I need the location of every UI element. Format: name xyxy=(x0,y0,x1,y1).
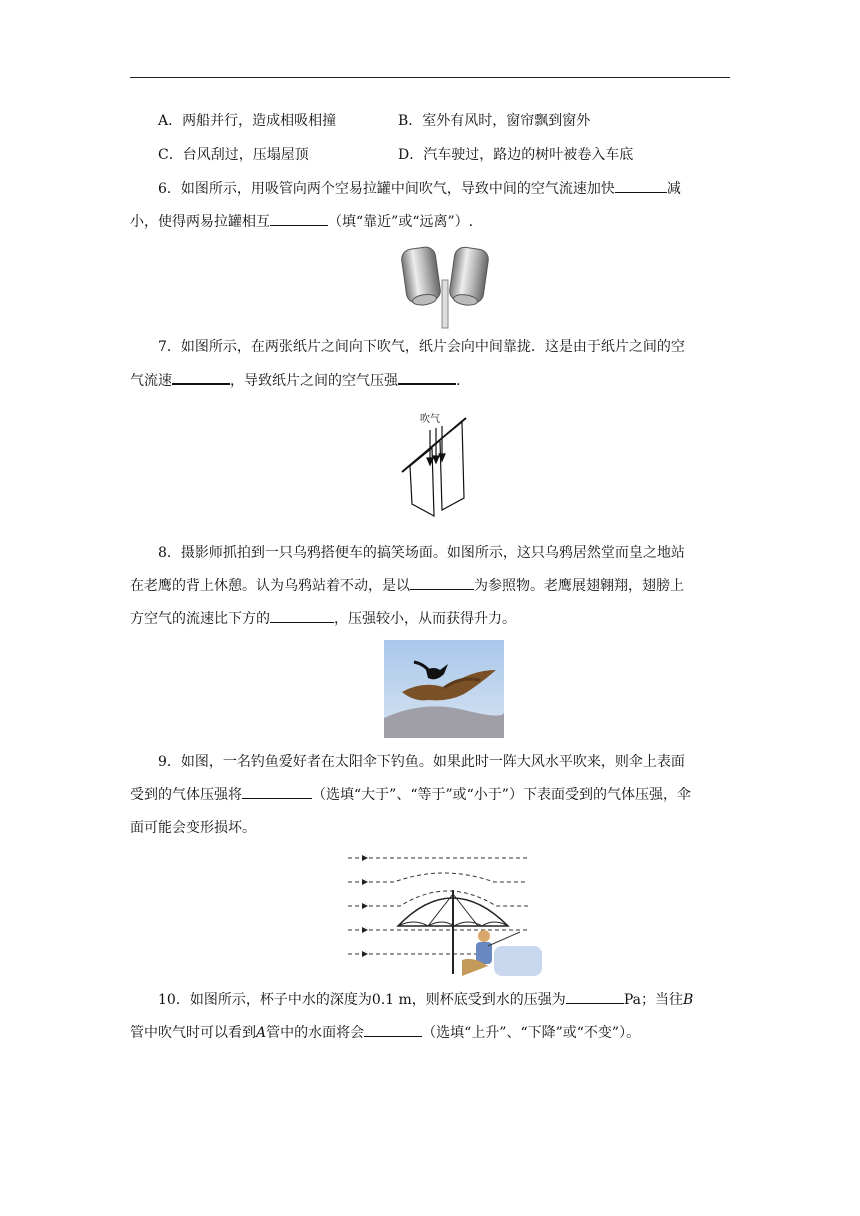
q6-text-1a: 6．如图所示，用吸管向两个空易拉罐中间吹气，导致中间的空气流速加快 xyxy=(158,181,615,197)
wind-arrowheads xyxy=(362,855,368,957)
q9-line-2 xyxy=(130,784,730,806)
q5-option-b: B．室外有风时，窗帘飘到窗外 xyxy=(398,113,591,129)
q7-text-2b: ，导致纸片之间的空气压强 xyxy=(230,373,398,389)
q10-var-a: A xyxy=(256,1025,267,1041)
q5-option-d: D．汽车驶过，路边的树叶被卷入车底 xyxy=(398,147,634,163)
q10-line-1 xyxy=(130,989,758,1011)
cans-figure xyxy=(396,240,496,330)
q10-text-2a: 管中吹气时可以看到 xyxy=(130,1025,256,1041)
q6-line-2 xyxy=(130,211,730,233)
q6-line-1 xyxy=(130,178,758,200)
q8-blank-1[interactable] xyxy=(410,575,474,590)
q8-text-3a: 方空气的流速比下方的 xyxy=(130,611,270,627)
q10-text-2c: 管中的水面将会 xyxy=(266,1025,365,1041)
q10-text-1b: Pa；当往 xyxy=(623,992,683,1008)
q8-line-2 xyxy=(130,575,730,597)
blow-label: 吹气 xyxy=(420,414,440,425)
q7-text-2a: 气流速 xyxy=(130,373,172,389)
q7-text-2c: . xyxy=(456,373,461,389)
eagle-crow-photo xyxy=(384,640,504,738)
blow-arrows xyxy=(427,426,445,465)
q9-line-1: 9．如图，一名钓鱼爱好者在太阳伞下钓鱼。如果此时一阵大风水平吹来，则伞上表面 xyxy=(158,754,685,770)
umbrella-figure xyxy=(344,850,544,978)
right-can xyxy=(448,246,490,307)
straw xyxy=(442,280,448,328)
q8-blank-2[interactable] xyxy=(270,608,334,623)
paper-right xyxy=(440,422,464,510)
q7-blank-2[interactable] xyxy=(398,369,456,385)
q5-option-c: C．台风刮过，压塌屋顶 xyxy=(158,147,309,163)
q6-text-2b: （填“靠近”或“远离”）. xyxy=(328,214,474,230)
q9-text-2a: 受到的气体压强将 xyxy=(130,787,242,803)
q8-line-1: 8．摄影师抓拍到一只乌鸦搭便车的搞笑场面。如图所示，这只乌鸦居然堂而皇之地站 xyxy=(158,545,685,561)
q10-text-2d: （选填“上升”、“下降”或“不变”）。 xyxy=(422,1025,641,1041)
q5-option-a: A．两船并行，造成相吸相撞 xyxy=(158,113,337,129)
q7-line-1: 7．如图所示，在两张纸片之间向下吹气，纸片会向中间靠拢．这是由于纸片之间的空 xyxy=(158,339,685,355)
q10-blank-1[interactable] xyxy=(566,989,624,1004)
q8-text-3b: ，压强较小，从而获得升力。 xyxy=(334,611,516,627)
q10-blank-2[interactable] xyxy=(364,1022,422,1037)
q10-var-b: B xyxy=(682,992,694,1008)
q9-text-2b: （选填“大于”、“等于”或“小于”）下表面受到的气体压强，伞 xyxy=(312,787,691,803)
q10-text-1a: 10．如图所示，杯子中水的深度为0.1 m，则杯底受到水的压强为 xyxy=(158,992,566,1008)
q6-blank-1[interactable] xyxy=(615,178,667,193)
q8-text-2b: 为参照物。老鹰展翅翱翔，翅膀上 xyxy=(474,578,684,594)
q6-text-1b: 减 xyxy=(666,181,681,197)
q9-blank-1[interactable] xyxy=(242,784,312,799)
left-can xyxy=(400,246,442,307)
fisherman xyxy=(462,930,542,976)
q10-line-2 xyxy=(130,1022,730,1044)
q8-line-3 xyxy=(130,608,730,630)
q7-line-2 xyxy=(130,369,730,392)
q9-line-3: 面可能会变形损坏。 xyxy=(130,820,256,836)
q7-blank-1[interactable] xyxy=(172,369,230,385)
paper-figure xyxy=(396,408,476,520)
header-rule xyxy=(130,77,730,78)
q6-blank-2[interactable] xyxy=(270,211,328,226)
q8-text-2a: 在老鹰的背上休憩。认为乌鸦站着不动，是以 xyxy=(130,578,410,594)
q6-text-2a: 小，使得两易拉罐相互 xyxy=(130,214,270,230)
